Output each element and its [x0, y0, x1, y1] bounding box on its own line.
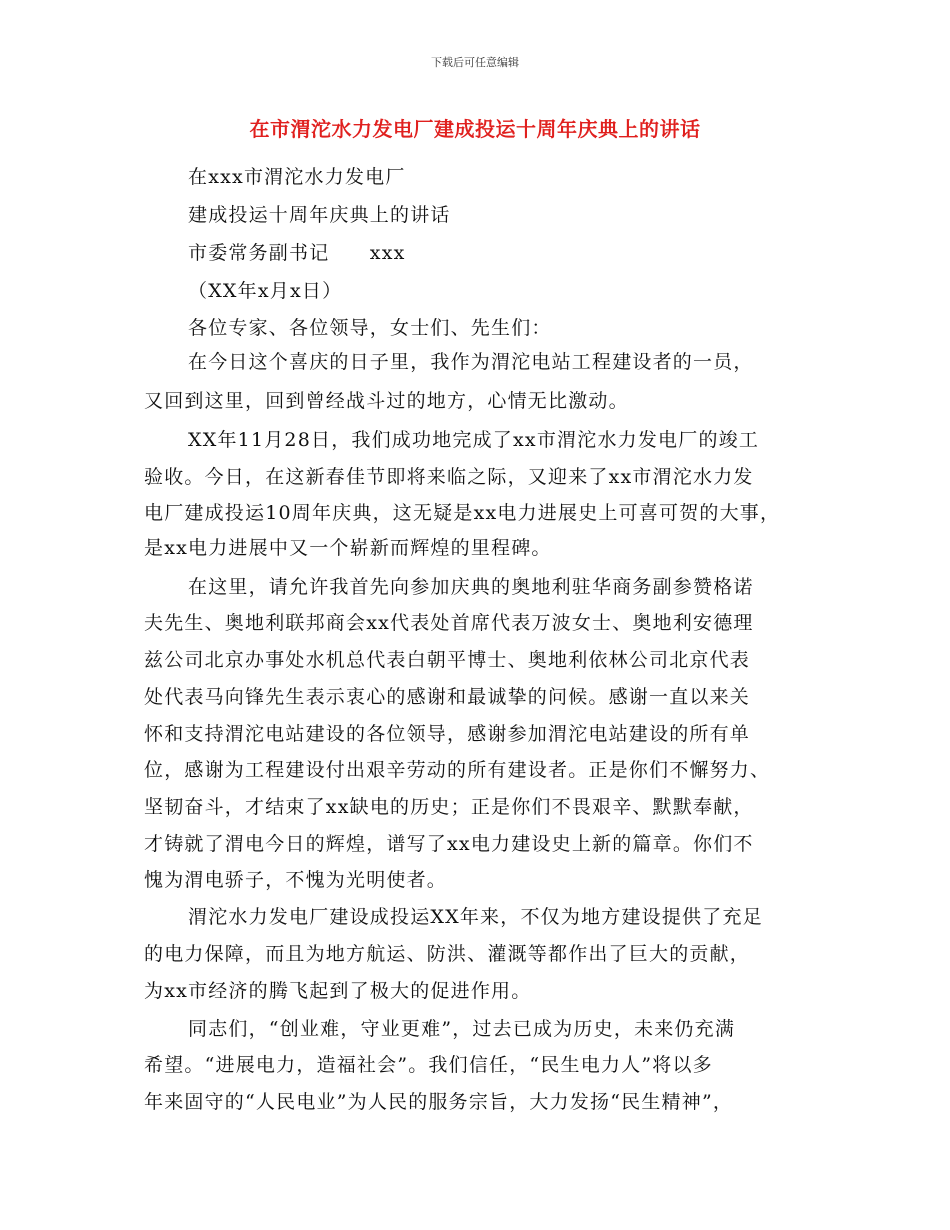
header-note: 下载后可任意编辑: [431, 56, 519, 69]
body-line: 市委常务副书记 xxx: [188, 242, 406, 264]
body-line: 在这里，请允许我首先向参加庆典的奥地利驻华商务副参赞格诺: [188, 576, 754, 598]
body-line: 电厂建成投运10周年庆典，这无疑是xx电力进展史上可喜可贺的大事，: [144, 502, 781, 524]
body-line: 同志们，“创业难，守业更难”，过去已成为历史，未来仍充满: [188, 1018, 736, 1040]
body-line: 为xx市经济的腾飞起到了极大的促进作用。: [144, 980, 532, 1002]
body-line: 是xx电力进展中又一个崭新而辉煌的里程碑。: [144, 537, 552, 559]
body-line: 的电力保障，而且为地方航运、防洪、灌溉等都作出了巨大的贡献，: [144, 943, 751, 965]
body-line: 位，感谢为工程建设付出艰辛劳动的所有建设者。正是你们不懈努力、: [144, 759, 771, 781]
body-line: 年来固守的“人民电业”为人民的服务宗旨，大力发扬“民生精神”，: [144, 1091, 734, 1113]
body-line: 又回到这里，回到曾经战斗过的地方，心情无比激动。: [144, 390, 629, 412]
body-line: 建成投运十周年庆典上的讲话: [188, 204, 451, 226]
body-line: 兹公司北京办事处水机总代表白朝平博士、奥地利依林公司北京代表: [144, 649, 751, 671]
body-line: 在xxx市渭沱水力发电厂: [188, 166, 406, 188]
body-line: 夫先生、奥地利联邦商会xx代表处首席代表万波女士、奥地利安德理: [144, 612, 754, 634]
document-title: 在市渭沱水力发电厂建成投运十周年庆典上的讲话: [249, 117, 701, 141]
body-line: 处代表马向锋先生表示衷心的感谢和最诚挚的问候。感谢一直以来关: [144, 686, 751, 708]
body-line: 坚韧奋斗，才结束了xx缺电的历史；正是你们不畏艰辛、默默奉献，: [144, 796, 754, 818]
body-line: 希望。“进展电力，造福社会”。我们信任，“民生电力人”将以多: [144, 1054, 713, 1076]
body-line: 验收。今日，在这新春佳节即将来临之际，又迎来了xx市渭沱水力发: [144, 466, 754, 488]
body-line: （XX年x月x日）: [188, 280, 343, 302]
body-line: 愧为渭电骄子，不愧为光明使者。: [144, 869, 448, 891]
body-line: 渭沱水力发电厂建设成投运XX年来，不仅为地方建设提供了充足: [188, 906, 763, 928]
body-line: 才铸就了渭电今日的辉煌，谱写了xx电力建设史上新的篇章。你们不: [144, 833, 754, 855]
body-line: XX年11月28日，我们成功地完成了xx市渭沱水力发电厂的竣工: [188, 429, 760, 451]
body-line: 怀和支持渭沱电站建设的各位领导，感谢参加渭沱电站建设的所有单: [144, 723, 751, 745]
body-line: 各位专家、各位领导，女士们、先生们：: [188, 317, 552, 339]
body-line: 在今日这个喜庆的日子里，我作为渭沱电站工程建设者的一员，: [188, 351, 754, 373]
